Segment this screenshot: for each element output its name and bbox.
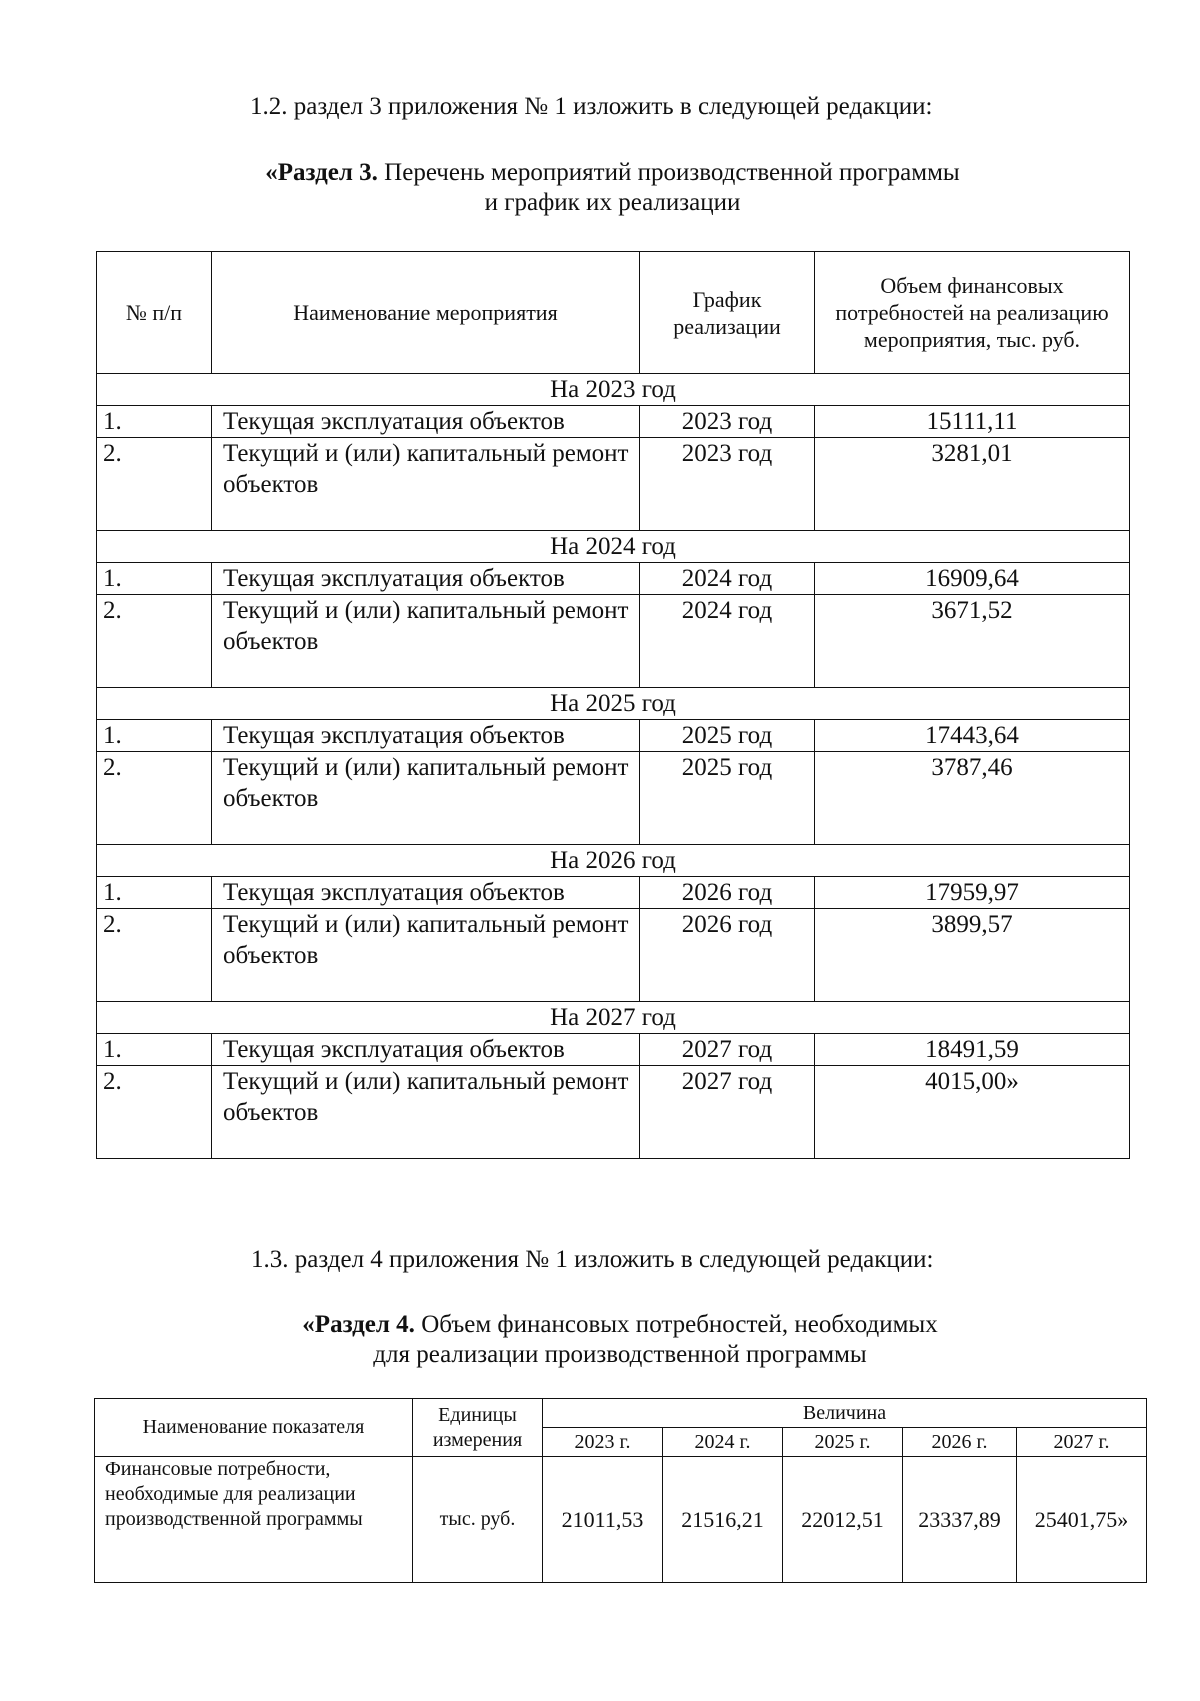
cell-value-2023: 21011,53 [543,1457,663,1583]
activity-schedule: 2026 год [640,909,815,1002]
year-group-row [97,688,1130,720]
year-group-label: На 2026 год [97,845,1130,877]
activity-row [97,563,1130,595]
header-financial-volume: Объем финансовых потребностей на реализацию мероприятия, тыс. руб. [815,252,1130,374]
cell-indicator: Финансовые потребности, необходимые для реализации производственной программы [95,1457,413,1583]
year-group-row [97,845,1130,877]
activity-name: Текущая эксплуатация объектов [212,563,640,595]
header-indicator: Наименование показателя [95,1399,413,1457]
activity-schedule: 2026 год [640,877,815,909]
section-4-title-bold: «Раздел 4. [302,1311,415,1338]
header-year-2027: 2027 г. [1017,1428,1147,1457]
activity-row [97,752,1130,845]
activity-volume: 3281,01 [815,438,1130,531]
activity-name: Текущий и (или) капитальный ремонт объектов [212,438,640,531]
year-group-label: На 2025 год [97,688,1130,720]
section-3-title-line2: и график их реализации [484,189,741,216]
financial-needs-table [94,1398,1147,1583]
year-group-label: На 2027 год [97,1002,1130,1034]
header-unit: Единицы измерения [413,1399,543,1457]
activity-volume: 4015,00» [815,1066,1130,1159]
financial-table-header-row-1 [95,1399,1147,1428]
paragraph-1-3: 1.3. раздел 4 приложения № 1 изложить в следующей редакции: [251,1246,934,1273]
section-3-title-bold: «Раздел 3. [265,159,378,186]
section-4-title [94,1310,1146,1370]
activity-number: 2. [97,438,212,531]
activity-number: 1. [97,406,212,438]
activity-number: 2. [97,595,212,688]
activity-name: Текущий и (или) капитальный ремонт объектов [212,1066,640,1159]
activity-name: Текущая эксплуатация объектов [212,1034,640,1066]
activity-volume: 16909,64 [815,563,1130,595]
activity-row [97,438,1130,531]
header-activity-name: Наименование мероприятия [212,252,640,374]
activity-schedule: 2024 год [640,595,815,688]
activity-number: 2. [97,1066,212,1159]
activity-volume: 17443,64 [815,720,1130,752]
activity-volume: 3671,52 [815,595,1130,688]
header-number: № п/п [97,252,212,374]
header-value: Величина [543,1399,1147,1428]
year-group-label: На 2023 год [97,374,1130,406]
activity-number: 1. [97,720,212,752]
year-group-row [97,531,1130,563]
paragraph-1-2: 1.2. раздел 3 приложения № 1 изложить в следующей редакции: [250,93,933,120]
cell-unit: тыс. руб. [413,1457,543,1583]
activity-name: Текущая эксплуатация объектов [212,406,640,438]
section-4-title-rest: Объем финансовых потребностей, необходимых [414,1311,938,1338]
activity-schedule: 2025 год [640,720,815,752]
activity-schedule: 2023 год [640,438,815,531]
activity-row [97,595,1130,688]
activity-name: Текущая эксплуатация объектов [212,877,640,909]
header-year-2026: 2026 г. [903,1428,1017,1457]
cell-value-2027: 25401,75» [1017,1457,1147,1583]
activity-schedule: 2027 год [640,1066,815,1159]
activity-schedule: 2027 год [640,1034,815,1066]
activity-name: Текущий и (или) капитальный ремонт объектов [212,595,640,688]
activity-schedule: 2025 год [640,752,815,845]
activity-row [97,406,1130,438]
activity-row [97,909,1130,1002]
cell-value-2025: 22012,51 [783,1457,903,1583]
cell-value-2026: 23337,89 [903,1457,1017,1583]
activity-name: Текущий и (или) капитальный ремонт объектов [212,752,640,845]
section-3-title [96,158,1129,218]
activity-volume: 15111,11 [815,406,1130,438]
financial-table-row [95,1457,1147,1583]
header-year-2023: 2023 г. [543,1428,663,1457]
activity-number: 1. [97,563,212,595]
year-group-label: На 2024 год [97,531,1130,563]
activity-volume: 18491,59 [815,1034,1130,1066]
activity-schedule: 2023 год [640,406,815,438]
activity-row [97,720,1130,752]
header-schedule: График реализации [640,252,815,374]
activities-table [96,251,1130,1159]
activity-number: 1. [97,1034,212,1066]
activities-table-header-row [97,252,1130,374]
activity-volume: 17959,97 [815,877,1130,909]
activities-table-body [97,374,1130,1159]
activity-number: 1. [97,877,212,909]
activity-volume: 3787,46 [815,752,1130,845]
section-4-title-line2: для реализации производственной программы [373,1341,867,1368]
header-year-2025: 2025 г. [783,1428,903,1457]
header-year-2024: 2024 г. [663,1428,783,1457]
activity-row [97,1066,1130,1159]
section-3-title-rest: Перечень мероприятий производственной программы [377,159,960,186]
activity-row [97,877,1130,909]
activity-number: 2. [97,752,212,845]
activity-name: Текущая эксплуатация объектов [212,720,640,752]
activity-number: 2. [97,909,212,1002]
activity-volume: 3899,57 [815,909,1130,1002]
activity-name: Текущий и (или) капитальный ремонт объектов [212,909,640,1002]
cell-value-2024: 21516,21 [663,1457,783,1583]
year-group-row [97,374,1130,406]
year-group-row [97,1002,1130,1034]
activity-row [97,1034,1130,1066]
activity-schedule: 2024 год [640,563,815,595]
